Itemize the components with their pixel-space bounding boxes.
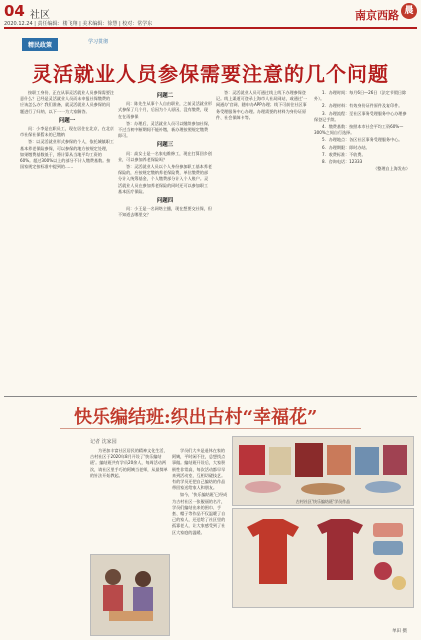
article-divider [4, 396, 417, 397]
step-5: 5．办理地点：各区社区事务受理服务中心。 [322, 137, 403, 143]
page-number: 04 [4, 2, 25, 20]
knitting-class-photo [90, 554, 170, 636]
article1-intro: 按职工身份、正在从事灵活就业人员参保需要注意什么？已经是灵活就业人员而未申报社保缴费的应该怎么办？我们准备，就灵活就业人员参保的问题进行了归纳，以下一一为大家解答。 [20, 90, 114, 114]
section-tag: 精民政策 [22, 38, 58, 51]
question-2-heading: 问题二 [156, 93, 174, 99]
paper-name: 南京西路 [355, 9, 399, 22]
article2-byline: 记者 沈家园 [90, 439, 117, 445]
step-4: 4．缴费基数：按照本市社会平均工资60%—300%之间自行选择。 [314, 124, 404, 136]
question-2-text: 问：陈先生从事个人自由职业，之前灵活就业形式参保了几个月，后因为个人原因，没有缴费，现在在再参保 [118, 101, 212, 119]
step-8: 8．咨询电话：12333 [322, 159, 363, 165]
question-4-text: 问：小王是一名网络主播，现在想要交社保，但不知道去哪里交？ [118, 206, 212, 218]
date-line: 2020.12.24 | 责任编辑：楼飞翔 | 美术编辑：徐慧 | 校对：常学东 [4, 21, 153, 27]
step-7: 7．收费标准：不收费。 [322, 151, 366, 157]
step-2: 2．办理材料：有效身份证件原件及复印件。 [322, 103, 403, 109]
section-name: 社区 [30, 10, 50, 21]
article1-source: （整理自上海发布） [373, 166, 410, 172]
question-1-heading: 问题一 [58, 117, 76, 124]
knitting-display-photo [232, 436, 414, 506]
knitting-people-illustration [91, 555, 169, 635]
step-6: 6．办理期限：即时办结。 [322, 144, 370, 150]
step-1: 1．办理时间：每月6日—26日（法定节假日除外）。 [314, 90, 407, 102]
photo-credit: 单田 摄 [392, 629, 407, 634]
knitted-clothes-illustration [233, 509, 413, 607]
article1-column-2 [118, 90, 212, 390]
header-divider [4, 27, 417, 29]
article2-column-2 [172, 448, 228, 628]
article1-column-1 [20, 90, 114, 390]
paper-logo-icon: 晨 [401, 3, 417, 19]
question-3-heading: 问题三 [156, 142, 174, 149]
article1-title: 灵活就业人员参保需要注意的几个问题 [32, 62, 389, 86]
photo-caption: 古村社区'快乐编结班'学员作品 [295, 499, 351, 504]
question-4-heading: 问题四 [156, 198, 174, 205]
answer-3-text: 答：灵活就业人员以个人身份参加职工基本养老保险的，应按规定缴纳养老保险费，单位缴费的部分计入统筹基金，个人缴费部分计入个人账户。灵活就业人员在参加养老保险的同时还可以参加职工基本医疗保险。 [118, 164, 212, 194]
article2-para-3: 如今，'快乐编结班'已经成为古村社区一张靓丽的名片，学员们编结出来的围巾、手套、帽子等作品不仅温暖了自己的家人，还送给了社区里的孤寡老人，让大家感受到了社区大家庭的温暖。 [172, 492, 228, 535]
section-subtag: 学习贯彻 [88, 39, 109, 45]
answer-4-text: 答：灵活就业人员可通过线上线下办理参保登记。线上渠道可登录上海市人社局网站，或通过'一网通办'官网、随申办APP办理；线下可前往社区事务受理服务中心办理。办理需要的材料为身份证原件、社会保障卡等。 [216, 90, 308, 120]
article2-para-1: 为更加丰富社区居民的精神文化生活，古村社区于2020年8月开设了'快乐编结班'。编结班共有学员20余人，每周活动两次，请社区里手巧的阿姨当老师，从最简单的针法开始教起。 [90, 448, 168, 478]
step-3: 3．办理流程：至社区事务受理服务中心办理参保登记手续。 [314, 110, 407, 122]
answer-2-text: 答：办理后，灵活就业人员可以继续参加社保，不过当初中断期间不能补缴，新办理按照规定缴费即可。 [118, 120, 212, 139]
article2-column-1 [90, 448, 168, 550]
knitted-items-illustration [233, 437, 413, 505]
article2-title-rule [60, 428, 361, 429]
knitted-items-photo [232, 508, 414, 608]
article2-para-2: 学员们大多是退休在家的阿姨，平时闲不住，总想找点事做。编结班开设后，大家积极性非常高，每次活动都早早来到活动室，互相切磋技艺。有的学员还把自己编结的作品带回家送给家人和朋友。 [172, 448, 226, 491]
article2-title: 快乐编结班:织出古村“幸福花” [74, 407, 318, 428]
answer-1-text: 答：以灵活就业形式参保的个人，依托城镇职工基本养老保险参保，可以参保的地方按规定处理，如果缴费基数低于，将计算从当地平均工资的60%。超过300%以上的部分不计入缴费基数。按国家规定按标准中提到的…… [20, 139, 114, 170]
question-3-text: 问：高女士是一名家电维修工，现在打算回乡创业，可以参加养老保险吗？ [118, 150, 212, 162]
article1-column-3 [216, 90, 310, 390]
article1-column-4 [314, 90, 410, 360]
question-1-text: 问：小李是在职员工，现在居住在北京，在北京市社保社保暂未的已缴纳 [20, 126, 114, 138]
